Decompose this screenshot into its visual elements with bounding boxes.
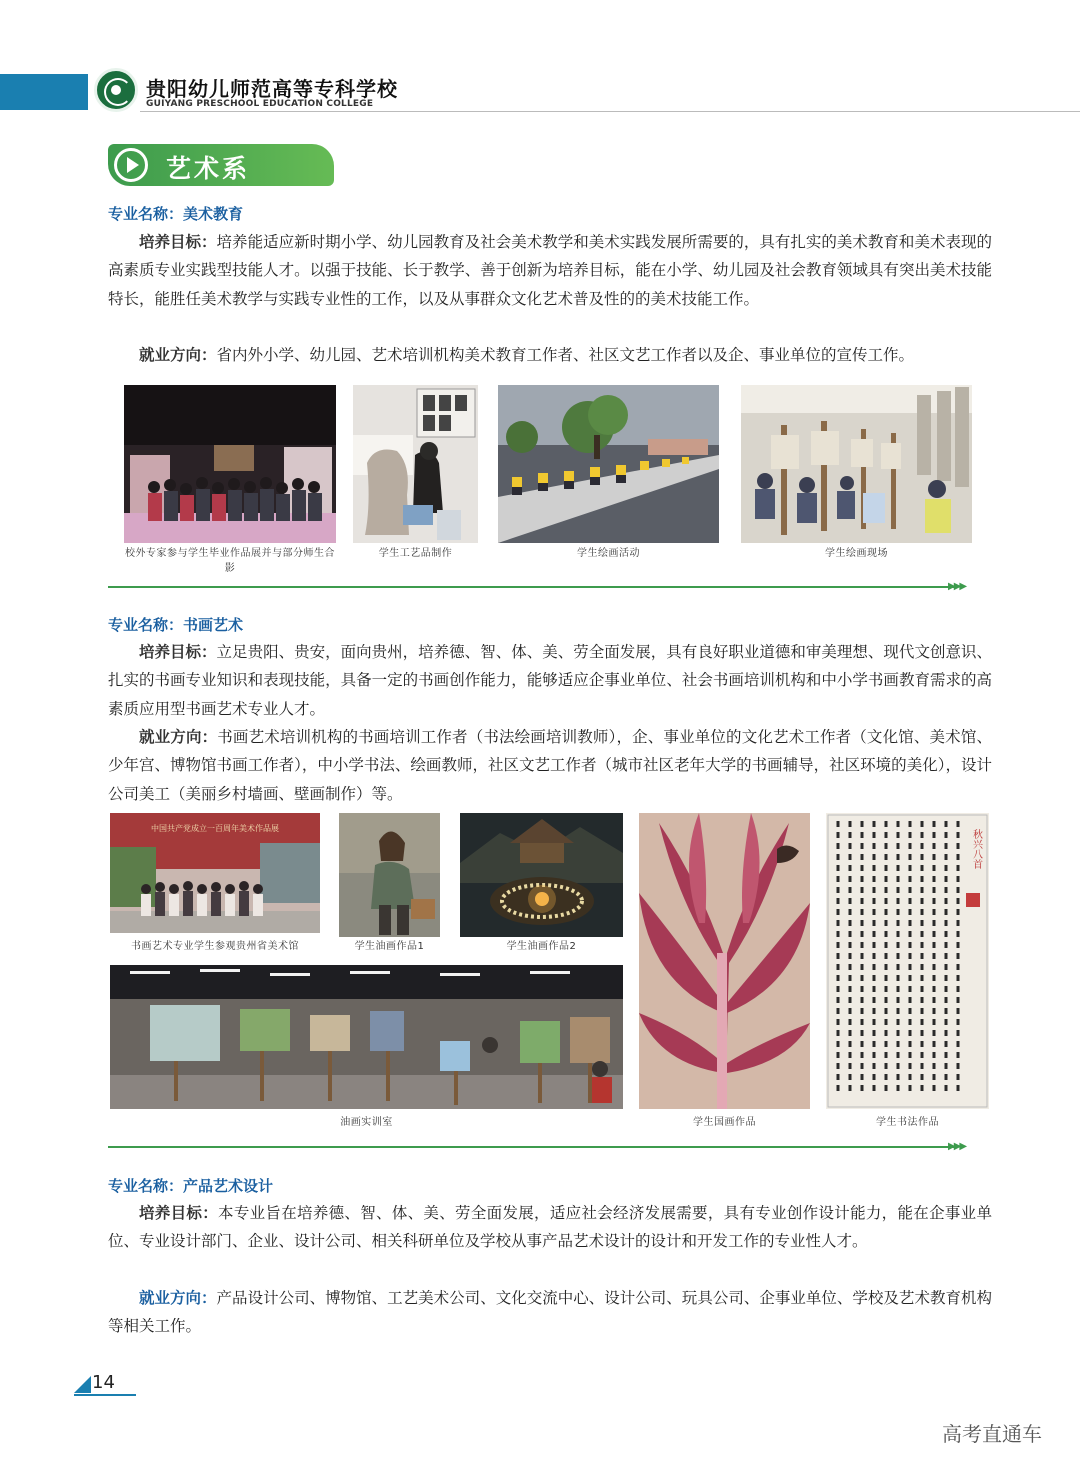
school-name-cn: 贵阳幼儿师范高等专科学校 [146, 77, 398, 101]
photo-museum-visit [110, 813, 320, 933]
major-goal: 培养目标：培养能适应新时期小学、幼儿园教育及社会美术教学和美术实践发展所需要的，具有扎实的美术教育和美术表现的高素质专业实践型技能人才。以强于技能、长于教学、善于创新为培养目标，能在小学、幼儿园及社会教育领域具有突出美术技能特长，能胜任美术教学与实践专业性的工作，以及从事群众文化艺术普及性的的美术技能工作。 [108, 233, 992, 308]
photo-painting-scene [741, 385, 972, 543]
header-rule [140, 111, 1080, 112]
photo-caption: 书画艺术专业学生参观贵州省美术馆 [131, 941, 299, 952]
major-goal: 培养目标：本专业旨在培养德、智、体、美、劳全面发展，适应社会经济发展需要，具有专业创作设计能力，能在企事业单位、专业设计部门、企业、设计公司、相关科研单位及学校从事产品艺术设计的设计和开发工作的专业性人才。 [108, 1204, 992, 1251]
school-name-en: GUIYANG PRESCHOOL EDUCATION COLLEGE [146, 99, 374, 109]
section-divider [108, 1146, 958, 1148]
photo-caption: 学生国画作品 [693, 1117, 756, 1128]
section-title: 艺术系 [166, 154, 251, 183]
photo-chinese-painting [639, 813, 810, 1109]
triple-arrow-icon: ▶▶▶ [948, 581, 966, 592]
page-corner-icon [74, 1376, 91, 1393]
major-title: 专业名称：美术教育 [108, 205, 244, 223]
exhibit-banner-text: 中国共产党成立一百周年美术作品展 [151, 824, 279, 833]
major-title: 专业名称：书画艺术 [108, 616, 244, 634]
play-icon [114, 148, 148, 182]
major-career: 就业方向：产品设计公司、博物馆、工艺美术公司、文化交流中心、设计公司、玩具公司、企事业单位、学校及艺术教育机构等相关工作。 [108, 1289, 992, 1336]
section-divider [108, 586, 958, 588]
major-goal: 培养目标：立足贵阳、贵安，面向贵州，培养德、智、体、美、劳全面发展，具有良好职业道德和审美理想、现代文创意识、扎实的书画专业知识和表现技能，具备一定的书画创作能力，能够适应企事业单位、社会书画培训机构和中小学书画教育需求的高素质应用型书画艺术专业人才。 [108, 643, 992, 718]
triple-arrow-icon: ▶▶▶ [948, 1141, 966, 1152]
photo-caption: 学生油画作品2 [506, 941, 577, 952]
photo-calligraphy [826, 813, 989, 1109]
watermark: 高考直通车 [942, 1422, 1042, 1446]
photo-caption: 学生工艺品制作 [378, 548, 453, 559]
photo-oil-painting-2 [460, 813, 623, 937]
major-title: 专业名称：产品艺术设计 [108, 1177, 274, 1195]
page-number: 14 [92, 1372, 115, 1393]
photo-caption: 校外专家参与学生毕业作品展并与部分师生合影 [125, 548, 335, 574]
photo-caption: 学生绘画活动 [577, 548, 640, 559]
photo-caption: 油画实训室 [340, 1117, 393, 1128]
calligraphy-title-text: 秋兴八首 [970, 829, 982, 869]
photo-caption: 学生油画作品1 [354, 941, 425, 952]
section-banner [108, 144, 334, 186]
major-career: 就业方向：省内外小学、幼儿园、艺术培训机构美术教育工作者、社区文艺工作者以及企、事业单位的宣传工作。 [139, 346, 915, 364]
header-accent-bar [0, 74, 88, 110]
school-logo-icon [94, 68, 138, 112]
photo-craft-making [353, 385, 478, 543]
major-career: 就业方向：书画艺术培训机构的书画培训工作者（书法绘画培训教师），企、事业单位的文化艺术工作者（文化馆、美术馆、少年宫、博物馆书画工作者），中小学书法、绘画教师，社区文艺工作者（城市社区老年大学的书画辅导，社区环境的美化），设计公司美工（美丽乡村墙画、壁画制作）等。 [108, 728, 992, 803]
photo-caption: 学生绘画现场 [825, 548, 888, 559]
photo-oil-painting-1 [339, 813, 440, 937]
photo-caption: 学生书法作品 [876, 1117, 939, 1128]
photo-painting-activity [498, 385, 719, 543]
page-number-underline [74, 1394, 136, 1396]
photo-oil-studio [110, 965, 623, 1109]
photo-exhibition-group [124, 385, 336, 543]
